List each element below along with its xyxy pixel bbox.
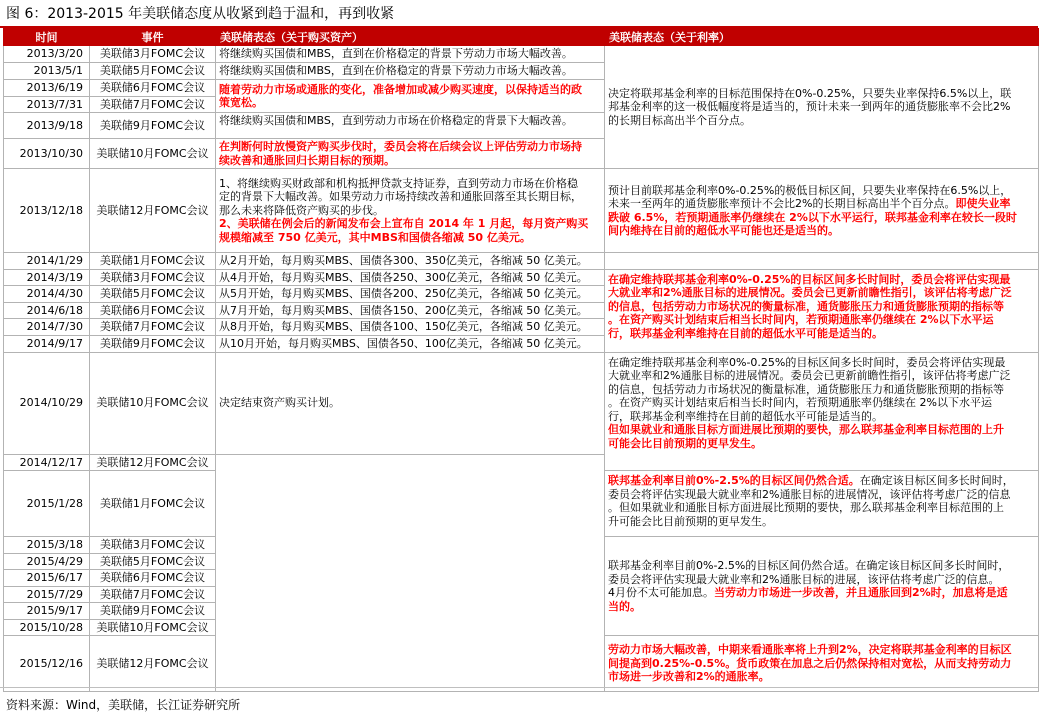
event-cell: 美联储12月FOMC会议 [90,636,216,692]
date-cell: 2014/10/29 [4,352,90,454]
purchase-text: 在判断何时放慢资产购买步伐时，委员会将在后续会议上评估劳动力市场持 [219,140,582,153]
rate-text: 。在资产购买计划结束后相当长时间内，若预期通胀率仍继续在 2%以下水平运 [608,313,994,326]
rate-text: 决定将联邦基金利率的目标范围保持在0%-0.25%，只要失业率保持6.5%以上，联 [608,86,1012,100]
date-cell: 2015/6/17 [4,570,90,587]
header-date: 时间 [4,29,90,46]
purchase-cell: 从10月开始，每月购买MBS、国债各50、100亿美元，各缩减 50 亿美元。 [216,335,605,352]
date-cell: 2014/1/29 [4,253,90,270]
event-cell: 美联储7月FOMC会议 [90,319,216,336]
rate-text: 。但如果就业和通胀目标方面进展比预期的要快，那么联邦基金利率目标范围的上 [608,501,1004,514]
event-cell: 美联储10月FOMC会议 [90,139,216,169]
rate-text: 间提高到0.25%-0.5%。货币政策在加息之后仍然保持相对宽松，从而支持劳动力 [608,656,1012,670]
purchase-cell: 将继续购买国债和MBS，直到劳动力市场在价格稳定的背景下大幅改善。 [216,113,605,139]
date-cell: 2014/3/19 [4,269,90,286]
event-cell: 美联储12月FOMC会议 [90,454,216,471]
date-cell: 2013/9/18 [4,113,90,139]
rate-text-normal: 在确定该目标区间多长时间时， [859,474,1014,487]
header-rate: 美联储表态（关于利率） [605,29,1039,46]
purchase-text: 1、将继续购买财政部和机构抵押贷款支持证券，直到劳动力市场在价格稳 [219,176,578,190]
rate-cell-empty [605,253,1039,270]
purchase-cell-empty [216,454,605,692]
rate-text-normal: 4月份不太可能加息。 [608,586,714,599]
purchase-cell [216,139,605,169]
event-cell: 美联储10月FOMC会议 [90,619,216,636]
rate-text-normal: 未来一至两年的通货膨胀率预计不会比2%的长期目标高出半个百分点。 [608,197,956,210]
purchase-text: 续改善和通胀回归长期目标的预期。 [219,153,395,167]
purchase-cell: 从7月开始，每月购买MBS、国债各150、200亿美元，各缩减 50 亿美元。 [216,302,605,319]
date-cell: 2014/6/18 [4,302,90,319]
rate-cell [605,269,1039,352]
rate-text: 市场进一步改善和2%的通胀率。 [608,670,770,684]
rate-text: 行，联邦基金利率维持在目前的超低水平可能是适当的。 [608,326,883,340]
rate-text: 在确定维持联邦基金利率0%-0.25%的目标区间多长时间时，委员会将评估实现最 [608,355,1006,369]
event-cell: 美联储5月FOMC会议 [90,286,216,303]
rate-text: 间内维持在目前的超低水平可能也还是适当的。 [608,224,839,237]
date-cell: 2013/12/18 [4,169,90,253]
rate-text: 大就业率和2%通胀目标的进展情况。委员会已更新前瞻性指引，该评估将考虑广泛 [608,369,1011,382]
table-row [4,269,1039,286]
date-cell: 2013/3/20 [4,46,90,63]
rate-text: 在确定维持联邦基金利率0%-0.25%的目标区间多长时间时，委员会将评估实现最 [608,272,1011,286]
date-cell: 2014/7/30 [4,319,90,336]
date-cell: 2014/9/17 [4,335,90,352]
rate-text: 大就业率和2%通胀目标的进展情况。委员会已更新前瞻性指引，该评估将考虑广泛 [608,286,1012,299]
purchase-text: 随着劳动力市场或通胀的变化，准备增加或减少购买速度，以保持适当的政 [219,82,582,96]
event-cell: 美联储9月FOMC会议 [90,113,216,139]
event-cell: 美联储3月FOMC会议 [90,537,216,554]
date-cell: 2015/3/18 [4,537,90,554]
table-row [4,253,1039,270]
rate-cell [605,636,1039,692]
table-row [4,352,1039,454]
event-cell: 美联储3月FOMC会议 [90,269,216,286]
rate-text: 跌破 6.5%，若预期通胀率仍继续在 2%以下水平运行，联邦基金利率在较长一段时 [608,210,1017,224]
date-cell: 2015/7/29 [4,586,90,603]
table-row [4,169,1039,253]
event-cell: 美联储6月FOMC会议 [90,302,216,319]
purchase-text: 策宽松。 [219,96,263,109]
event-cell: 美联储6月FOMC会议 [90,80,216,97]
rate-text: 预计目前联邦基金利率0%-0.25%的极低目标区间，只要失业率保持在6.5%以上， [608,183,1012,197]
event-cell: 美联储10月FOMC会议 [90,352,216,454]
date-cell: 2015/10/28 [4,619,90,636]
purchase-cell: 决定结束资产购买计划。 [216,352,605,454]
event-cell: 美联储6月FOMC会议 [90,570,216,587]
rate-cell [605,352,1039,471]
purchase-cell: 从4月开始，每月购买MBS、国债各250、300亿美元，各缩减 50 亿美元。 [216,269,605,286]
fomc-table [3,28,1039,692]
source-rule [0,687,1038,688]
date-cell: 2013/10/30 [4,139,90,169]
event-cell: 美联储1月FOMC会议 [90,471,216,537]
event-cell: 美联储12月FOMC会议 [90,169,216,253]
event-cell: 美联储9月FOMC会议 [90,335,216,352]
rate-text [608,474,1035,488]
header-row [4,29,1039,46]
date-cell: 2013/5/1 [4,63,90,80]
header-event: 事件 [90,29,216,46]
date-cell: 2013/6/19 [4,80,90,97]
rate-text-highlight: 当劳动力市场进一步改善，并且通胀回到2%时，加息将是适 [714,586,1008,599]
purchase-text: 那么未来将降低资产购买的步伐。 [219,203,384,217]
rate-text: 劳动力市场大幅改善，中期来看通胀率将上升到2%，决定将联邦基金利率的目标区 [608,643,1012,657]
date-cell: 2015/12/16 [4,636,90,692]
rate-text-highlight: 即使失业率 [955,197,1011,210]
rate-text: 可能会比目前预期的更早发生。 [608,436,762,450]
purchase-cell: 将继续购买国债和MBS，直到在价格稳定的背景下劳动力市场大幅改善。 [216,46,605,63]
purchase-cell: 将继续购买国债和MBS，直到在价格稳定的背景下劳动力市场大幅改善。 [216,63,605,80]
rate-text-highlight: 联邦基金利率目前0%-2.5%的目标区间仍然合适。 [608,474,860,487]
date-cell: 2015/9/17 [4,603,90,620]
purchase-cell: 从8月开始，每月购买MBS、国债各100、150亿美元，各缩减 50 亿美元。 [216,319,605,336]
purchase-cell [216,80,605,113]
purchase-cell: 从2月开始，每月购买MBS、国债各300、350亿美元，各缩减 50 亿美元。 [216,253,605,270]
rate-text: 的长期目标高出半个百分点。 [608,113,751,127]
table-row [4,46,1039,63]
event-cell: 美联储3月FOMC会议 [90,46,216,63]
event-cell: 美联储5月FOMC会议 [90,63,216,80]
date-cell: 2015/4/29 [4,553,90,570]
purchase-cell [216,169,605,253]
rate-text [608,197,1035,211]
purchase-text: 2、美联储在例会后的新闻发布会上宣布自 2014 年 1 月起，每月资产购买 [219,217,589,231]
rate-text: 的信息，包括劳动力市场状况的衡量标准，通货膨胀压力和通货膨胀预期的指标等 [608,299,1004,313]
event-cell: 美联储7月FOMC会议 [90,96,216,113]
event-cell: 美联储1月FOMC会议 [90,253,216,270]
rate-text: 但如果就业和通胀目标方面进展比预期的要快，那么联邦基金利率目标范围的上升 [608,423,1004,436]
purchase-text: 规模缩减至 750 亿美元，其中MBS和国债各缩减 50 亿美元。 [219,230,531,244]
rate-text: 当的。 [608,599,641,613]
rate-cell [605,537,1039,636]
rate-text: 行，联邦基金利率维持在目前的超低水平可能是适当的。 [608,409,883,423]
rate-text: 升可能会比目前预期的更早发生。 [608,514,773,528]
rate-cell [605,46,1039,169]
purchase-text: 定的背景下大幅改善。如果劳动力市场持续改善和通胀回落至其长期目标， [219,190,582,204]
date-cell: 2015/1/28 [4,471,90,537]
event-cell: 美联储7月FOMC会议 [90,586,216,603]
rate-text: 。在资产购买计划结束后相当长时间内，若预期通胀率仍继续在 2%以下水平运 [608,396,992,409]
event-cell: 美联储9月FOMC会议 [90,603,216,620]
figure-title: 图 6：2013-2015 年美联储态度从收紧到趋于温和，再到收紧 [6,6,395,22]
date-cell: 2014/4/30 [4,286,90,303]
rate-text: 委员会将评估实现最大就业率和2%通胀目标的进展，该评估将考虑广泛的信息。 [608,572,1000,586]
event-cell: 美联储5月FOMC会议 [90,553,216,570]
rate-text [608,586,1035,600]
rate-cell [605,169,1039,253]
header-purchase: 美联储表态（关于购买资产） [216,29,605,46]
date-cell: 2014/12/17 [4,454,90,471]
rate-cell [605,471,1039,537]
rate-text: 邦基金利率的这一极低幅度将是适当的，预计未来一到两年的通货膨胀率不会比2% [608,100,1011,114]
rate-text: 委员会将评估实现最大就业率和2%通胀目标的进展情况，该评估将考虑广泛的信息 [608,487,1011,501]
purchase-cell: 从5月开始，每月购买MBS、国债各200、250亿美元，各缩减 50 亿美元。 [216,286,605,303]
rate-text: 联邦基金利率目前0%-2.5%的目标区间仍然合适。在确定该目标区间多长时间时， [608,559,1010,572]
rate-text: 的信息，包括劳动力市场状况的衡量标准，通货膨胀压力和通货膨胀预期的指标等 [608,382,1004,396]
source-note: 资料来源：Wind，美联储，长江证券研究所 [6,698,241,712]
date-cell: 2013/7/31 [4,96,90,113]
